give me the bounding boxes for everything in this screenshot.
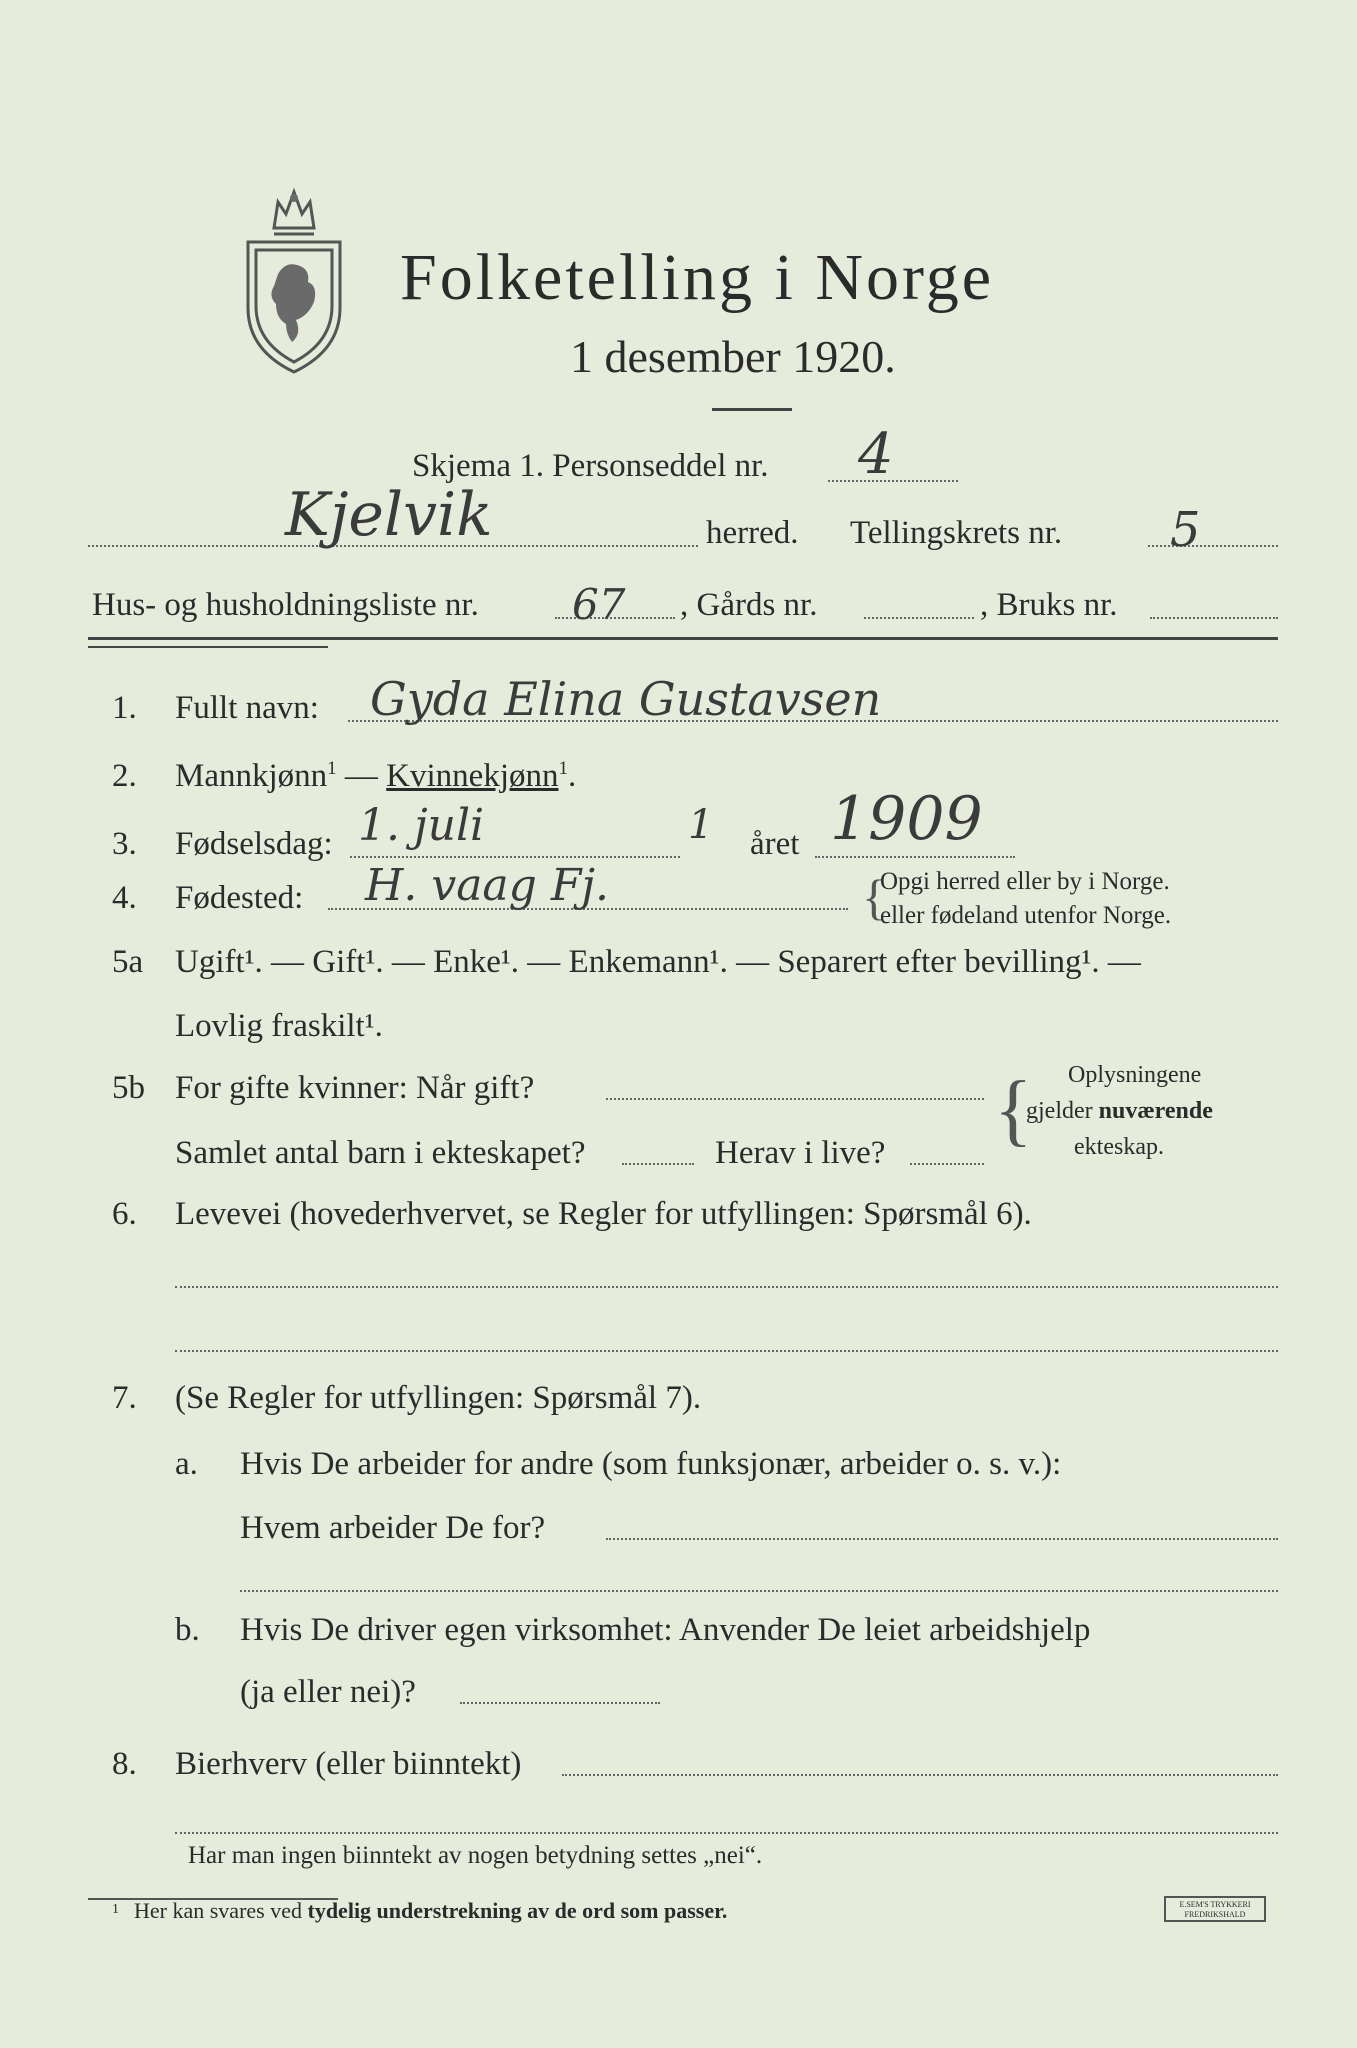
occupation-field-1[interactable]	[175, 1286, 1278, 1288]
norwegian-lion-crest-icon	[238, 178, 350, 378]
marital-status-options[interactable]: Ugift¹. — Gift¹. — Enke¹. — Enkemann¹. — Separert efter bevilling¹. —	[175, 944, 1141, 980]
form-title: Folketelling i Norge	[400, 241, 995, 314]
q6-label: Levevei (hovederhvervet, se Regler for utfyllingen: Spørsmål 6).	[175, 1196, 1032, 1232]
q7-label: (Se Regler for utfyllingen: Spørsmål 7).	[175, 1380, 702, 1416]
marriage-note-3: ekteskap.	[1074, 1134, 1164, 1160]
q3-label: Fødselsdag:	[175, 826, 333, 862]
birthplace-note-2: eller fødeland utenfor Norge.	[880, 902, 1172, 929]
employer-field[interactable]	[606, 1538, 1278, 1540]
gards-field[interactable]	[864, 617, 974, 619]
q8-label: Bierhverv (eller biinntekt)	[175, 1746, 522, 1782]
birth-year-value: 1909	[830, 784, 983, 854]
schema-label: Skjema 1. Personseddel nr.	[412, 448, 769, 484]
alive-field[interactable]	[910, 1163, 984, 1165]
q3-number: 3.	[112, 826, 137, 862]
section-rule-short	[88, 646, 328, 648]
birthplace-value: H. vaag Fj.	[365, 860, 609, 911]
q7-number: 7.	[112, 1380, 137, 1416]
gards-label: , Gårds nr.	[680, 587, 818, 623]
alive-label: Herav i live?	[715, 1135, 886, 1171]
side-income-field[interactable]	[562, 1774, 1278, 1776]
q8-note: Har man ingen biinntekt av nogen betydning settes „nei“.	[188, 1842, 763, 1869]
q4-label: Fødested:	[175, 880, 304, 916]
q7a-letter: a.	[175, 1446, 198, 1482]
q7a-question: Hvis De arbeider for andre (som funksjonær, arbeider o. s. v.):	[240, 1446, 1062, 1482]
footnote-mark: 1	[558, 758, 568, 779]
footnote-mark: 1	[327, 758, 337, 779]
q2-number: 2.	[112, 758, 137, 794]
brace: {	[862, 869, 886, 925]
q4-number: 4.	[112, 880, 137, 916]
footnote-text: Her kan svares ved tydelig understrekning av de ord som passer.	[134, 1898, 728, 1923]
birthday-mark: 1	[688, 802, 714, 848]
title-divider	[712, 408, 792, 411]
q7b-answer-label: (ja eller nei)?	[240, 1674, 416, 1710]
hired-help-field[interactable]	[460, 1702, 660, 1704]
footnote-mark: 1	[112, 1902, 119, 1917]
birthday-value: 1. juli	[358, 800, 485, 851]
bruks-label: , Bruks nr.	[980, 587, 1118, 623]
marriage-note-2: gjelder nuværende	[1026, 1098, 1213, 1124]
option-mann[interactable]: Mannkjønn	[175, 758, 328, 794]
herred-label: herred.	[706, 515, 799, 551]
tellingskrets-field[interactable]	[1148, 545, 1278, 547]
q7b-question: Hvis De driver egen virksomhet: Anvender De leiet arbeidshjelp	[240, 1612, 1091, 1648]
q5a-number: 5a	[112, 944, 144, 980]
birth-year-field[interactable]	[815, 856, 1015, 858]
brace: {	[994, 1066, 1033, 1154]
marriage-note-1: Oplysningene	[1068, 1062, 1202, 1088]
period: .	[568, 758, 577, 794]
section-rule	[88, 637, 1278, 640]
q1-number: 1.	[112, 690, 137, 726]
birthday-field[interactable]	[350, 856, 680, 858]
husholdningsliste-value: 67	[572, 580, 626, 629]
q6-number: 6.	[112, 1196, 137, 1232]
printer-stamp: E.SEM'S TRYKKERI FREDRIKSHALD	[1164, 1896, 1266, 1922]
census-date: 1 desember 1920.	[570, 331, 896, 382]
tellingskrets-label: Tellingskrets nr.	[850, 515, 1063, 551]
q7a-employer-label: Hvem arbeider De for?	[240, 1510, 546, 1546]
marital-status-divorced[interactable]: Lovlig fraskilt¹.	[175, 1008, 383, 1044]
q5b-number: 5b	[112, 1070, 145, 1106]
full-name-value: Gyda Elina Gustavsen	[370, 672, 882, 726]
separator: —	[336, 758, 387, 794]
bruks-field[interactable]	[1150, 617, 1278, 619]
employer-field-2[interactable]	[240, 1590, 1278, 1592]
option-kvinne-selected[interactable]: Kvinnekjønn	[386, 758, 559, 794]
side-income-field-2[interactable]	[175, 1832, 1278, 1834]
tellingskrets-value: 5	[1170, 502, 1201, 558]
married-when-label: For gifte kvinner: Når gift?	[175, 1070, 535, 1106]
birthplace-note-1: Opgi herred eller by i Norge.	[880, 868, 1170, 895]
children-label: Samlet antal barn i ekteskapet?	[175, 1135, 586, 1171]
q1-label: Fullt navn:	[175, 690, 319, 726]
schema-number-value: 4	[858, 422, 894, 487]
children-field[interactable]	[622, 1163, 694, 1165]
husholdningsliste-label: Hus- og husholdningsliste nr.	[92, 587, 479, 623]
q2-gender-options	[175, 758, 576, 795]
q8-number: 8.	[112, 1746, 137, 1782]
herred-value: Kjelvik	[285, 480, 493, 550]
aaret-label: året	[750, 826, 800, 862]
q7b-letter: b.	[175, 1612, 200, 1648]
married-when-field[interactable]	[606, 1098, 984, 1100]
occupation-field-2[interactable]	[175, 1350, 1278, 1352]
